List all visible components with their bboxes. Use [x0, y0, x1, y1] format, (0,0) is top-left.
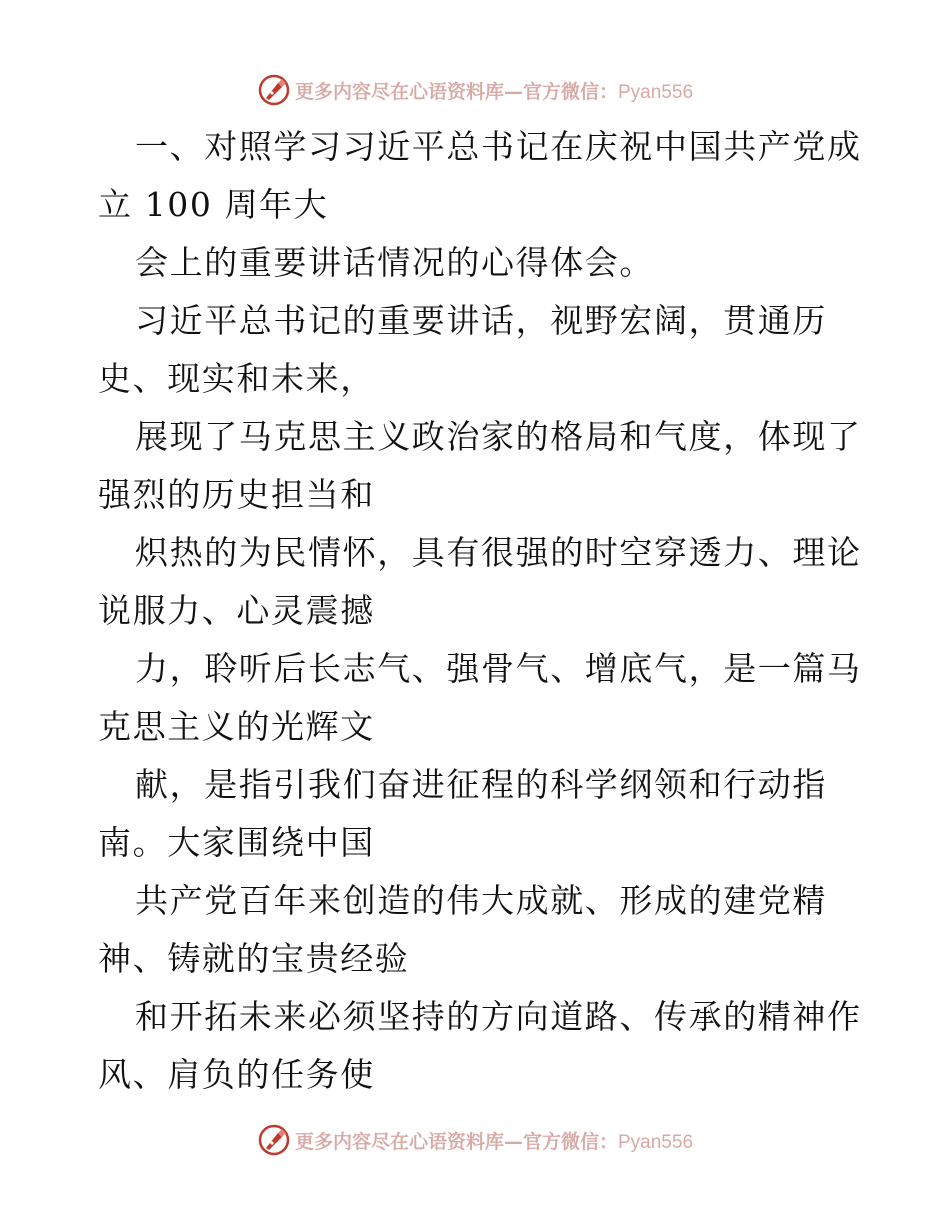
text-line: 说服力、心灵震撼: [98, 591, 375, 630]
text-line: 会上的重要讲话情况的心得体会。: [135, 243, 654, 282]
header-watermark: [0, 70, 950, 110]
document-body: [98, 118, 862, 1104]
text-line: 习近平总书记的重要讲话，视野宏阔，贯通历: [135, 301, 827, 340]
text-line: 炽热的为民情怀，具有很强的时空穿透力、理论: [135, 533, 862, 572]
paragraph: [98, 292, 858, 408]
text-line: 和开拓未来必须坚持的方向道路、传承的精神作: [135, 997, 862, 1036]
watermark-text: 更多内容尽在心语资料库—官方微信：Pyan556: [294, 80, 694, 103]
text-line: 共产党百年来创造的伟大成就、形成的建党精: [135, 881, 827, 920]
text-line: 立 100 周年大: [98, 185, 329, 224]
paragraph: [98, 234, 858, 292]
text-line: 强烈的历史担当和: [98, 475, 375, 514]
paragraph: [98, 524, 862, 640]
text-line: 风、肩负的任务使: [98, 1055, 375, 1094]
paragraph-heading: [98, 118, 862, 234]
footer-watermark: [0, 1120, 950, 1160]
paragraph: [98, 988, 862, 1104]
paragraph: [98, 640, 862, 756]
text-line: 神、铸就的宝贵经验: [98, 939, 410, 978]
paragraph: [98, 408, 862, 524]
pen-nib-logo-icon: [257, 1123, 291, 1157]
text-line: 一、对照学习习近平总书记在庆祝中国共产党成: [135, 127, 862, 166]
text-line: 献，是指引我们奋进征程的科学纲领和行动指: [135, 765, 827, 804]
pen-nib-logo-icon: [257, 73, 291, 107]
text-line: 克思主义的光辉文: [98, 707, 375, 746]
text-line: 史、现实和未来，: [98, 359, 375, 398]
paragraph: [98, 872, 858, 988]
text-line: 力，聆听后长志气、强骨气、增底气，是一篇马: [135, 649, 862, 688]
text-line: 展现了马克思主义政治家的格局和气度，体现了: [135, 417, 862, 456]
watermark-text: 更多内容尽在心语资料库—官方微信：Pyan556: [294, 1130, 694, 1153]
text-line: 南。大家围绕中国: [98, 823, 375, 862]
paragraph: [98, 756, 858, 872]
